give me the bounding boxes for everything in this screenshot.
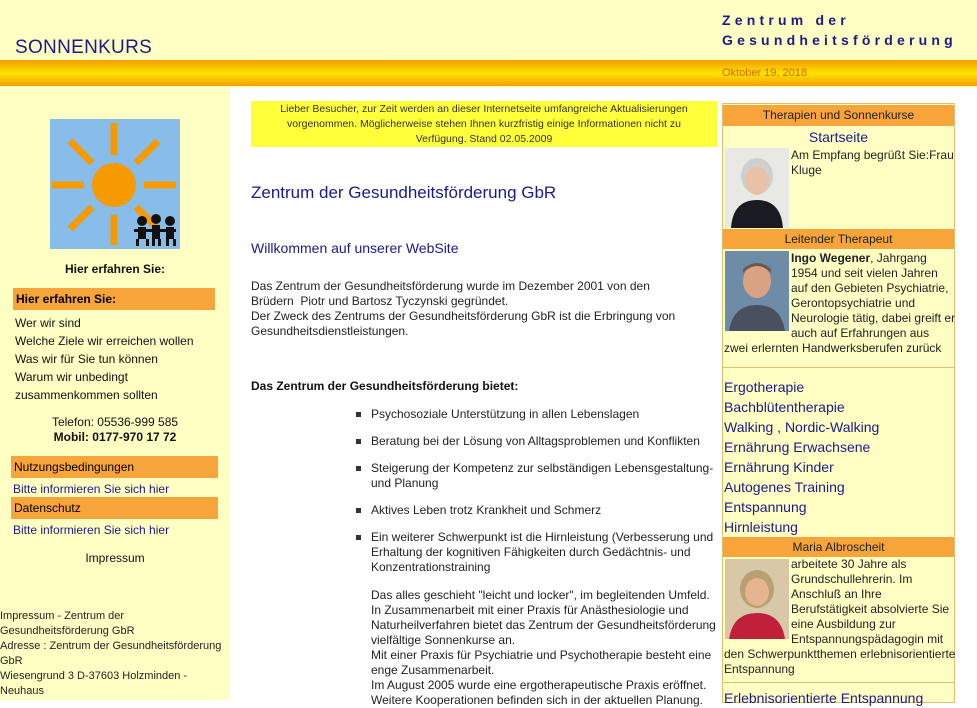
- page-title: Zentrum der Gesundheitsförderung GbR: [251, 183, 557, 202]
- intro-line: Der Zweck des Zentrums der Gesundheitsförderung GbR ist die Erbringung von: [251, 309, 676, 323]
- para-line: Weitere Kooperationen befinden sich in der aktuellen Planung.: [371, 693, 704, 707]
- therapist-bio: , Jahrgang 1954 und seit vielen Jahren auf den Gebieten Psychiatrie, Gerontopsychiatrie und Neurologie tätig, dabei greift er auch auf Erfahrungen aus zwei erlernten Handwerksberufen zurück: [724, 251, 956, 355]
- left-nav-item-ziele[interactable]: Welche Ziele wir erreichen wollen: [15, 334, 194, 348]
- header-title-line1: Zentrum der: [722, 12, 850, 28]
- imprint-line: Impressum - Zentrum der: [0, 610, 125, 622]
- imprint-line: GbR: [0, 655, 23, 667]
- offers-title: Das Zentrum der Gesundheitsförderung bietet:: [251, 379, 519, 393]
- intro-line: Das Zentrum der Gesundheitsförderung wurde im Dezember 2001 von den: [251, 279, 650, 293]
- imprint-line: Neuhaus: [0, 685, 45, 697]
- para-line: Das alles geschieht "leicht und locker", im begleitenden Umfeld.: [371, 588, 710, 602]
- para-line: vielfältige Sonnenkurse an.: [371, 633, 516, 647]
- para-line: Im August 2005 wurde eine ergotherapeutische Praxis eröffnet.: [371, 678, 707, 692]
- link-hirnleistung[interactable]: Hirnleistung: [724, 519, 798, 535]
- para-line: Mit einer Praxis für Psychiatrie und Psychotherapie besteht eine: [371, 648, 712, 662]
- offer-item: Steigerung der Kompetenz zur selbständigen Lebensgestaltung- und Planung: [371, 461, 719, 491]
- offer-item: Aktives Leben trotz Krankheit und Schmerz: [371, 503, 719, 518]
- header-title-line2: Gesundheitsförderung: [722, 32, 957, 48]
- left-nav-item-wer-wir-sind[interactable]: Wer wir sind: [15, 316, 81, 330]
- therapies-header: Therapien und Sonnenkurse: [723, 105, 954, 126]
- para-line: enge Zusammenarbeit.: [371, 663, 495, 677]
- maria-text: [724, 557, 956, 677]
- contact-info: [0, 415, 230, 445]
- header-stripe: [0, 60, 977, 86]
- left-nav-item-was-wir-tun[interactable]: Was wir für Sie tun können: [15, 352, 158, 366]
- link-bachbluetentherapie[interactable]: Bachblütentherapie: [724, 399, 845, 415]
- link-erlebnisorientierte-entspannung[interactable]: Erlebnisorientierte Entspannung: [724, 690, 924, 706]
- therapist-name: Ingo Wegener: [791, 251, 871, 265]
- phone-number: Telefon: 05536-999 585: [51, 415, 179, 429]
- therapist-header: Leitender Therapeut: [723, 229, 954, 249]
- welcome-heading: Willkommen auf unserer WebSite: [251, 240, 459, 256]
- privacy-header: Datenschutz: [11, 497, 218, 519]
- intro-line: Gesundheitsdienstleistungen.: [251, 324, 409, 338]
- offer-item: Ein weiterer Schwerpunkt ist die Hirnleistung (Verbesserung und Erhaltung der kognitiven Fähigkeiten durch Gedächtnis- und Konzentrationstraining: [371, 530, 719, 575]
- notice-line: Verfügung. Stand 02.05.2009: [415, 133, 553, 145]
- impressum-link[interactable]: Impressum: [85, 551, 145, 565]
- imprint-line: Adresse : Zentrum der Gesundheitsförderung: [0, 640, 222, 652]
- notice-line: Lieber Besucher, zur Zeit werden an dieser Internetseite umfangreiche Aktualisierungen: [280, 103, 688, 115]
- link-entspannung[interactable]: Entspannung: [724, 499, 807, 515]
- main-paragraph: [371, 588, 719, 708]
- link-walking[interactable]: Walking , Nordic-Walking: [724, 419, 880, 435]
- mobile-number: Mobil: 0177-970 17 72: [53, 430, 177, 444]
- imprint-line: Wiesengrund 3 D-37603 Holzminden -: [0, 670, 188, 682]
- terms-link[interactable]: Bitte informieren Sie sich hier: [13, 482, 170, 496]
- imprint-line: Gesundheitsförderung GbR: [0, 625, 135, 637]
- link-ernaehrung-erwachsene[interactable]: Ernährung Erwachsene: [724, 439, 871, 455]
- left-nav: [15, 314, 194, 404]
- therapist-text: [724, 251, 956, 356]
- left-nav-item-warum[interactable]: Warum wir unbedingt: [15, 370, 128, 384]
- maria-header: Maria Albroscheit: [723, 537, 954, 557]
- link-ernaehrung-kinder[interactable]: Ernährung Kinder: [724, 459, 834, 475]
- imprint-text: [0, 609, 228, 699]
- para-line: Naturheilverfahren bietet das Zentrum der Gesundheitsförderung: [371, 618, 716, 632]
- link-ergotherapie[interactable]: Ergotherapie: [724, 379, 805, 395]
- brand-logo-text[interactable]: SONNENKURS: [15, 37, 153, 58]
- intro-line: Brüdern Piotr und Bartosz Tyczynski gegründet.: [251, 294, 509, 308]
- left-section-title: Hier erfahren Sie:: [64, 262, 166, 276]
- offer-item: Beratung bei der Lösung von Alltagsproblemen und Konflikten: [371, 434, 719, 449]
- startseite-link[interactable]: Startseite: [808, 129, 869, 145]
- reception-photo: [725, 148, 789, 228]
- offer-item: Psychosoziale Unterstützung in allen Lebenslagen: [371, 407, 719, 422]
- separator: [723, 682, 954, 683]
- separator: [723, 367, 954, 368]
- therapy-links: [724, 377, 879, 537]
- maria-bio: arbeitete 30 Jahre als Grundschullehrerin. Im Anschluß an Ihre Berufstätigkeit absolvierte Sie eine Ausbildung zur Entspannungspädagogin mit den Schwerpunktthemen erlebnisorientierte Entspannung: [724, 557, 956, 676]
- sun-logo-icon: [50, 119, 180, 249]
- header-title: [722, 10, 957, 50]
- left-nav-item-zusammenkommen[interactable]: zusammenkommen sollten: [15, 388, 158, 402]
- link-autogenes-training[interactable]: Autogenes Training: [724, 479, 845, 495]
- intro-text: [251, 279, 691, 339]
- para-line: In Zusammenarbeit mit einer Praxis für Anästhesiologie und: [371, 603, 689, 617]
- privacy-link[interactable]: Bitte informieren Sie sich hier: [13, 523, 170, 537]
- notice-line: vorgenommen. Möglicherweise stehen Ihnen kurzfristig einige Informationen nicht zu: [287, 118, 681, 130]
- header-date: Oktober 19, 2018: [722, 67, 808, 79]
- left-menu-header: Hier erfahren Sie:: [13, 288, 215, 310]
- reception-text: Am Empfang begrüßt Sie:Frau Kluge: [791, 148, 954, 177]
- terms-header: Nutzungsbedingungen: [11, 456, 218, 478]
- update-notice: [251, 101, 717, 147]
